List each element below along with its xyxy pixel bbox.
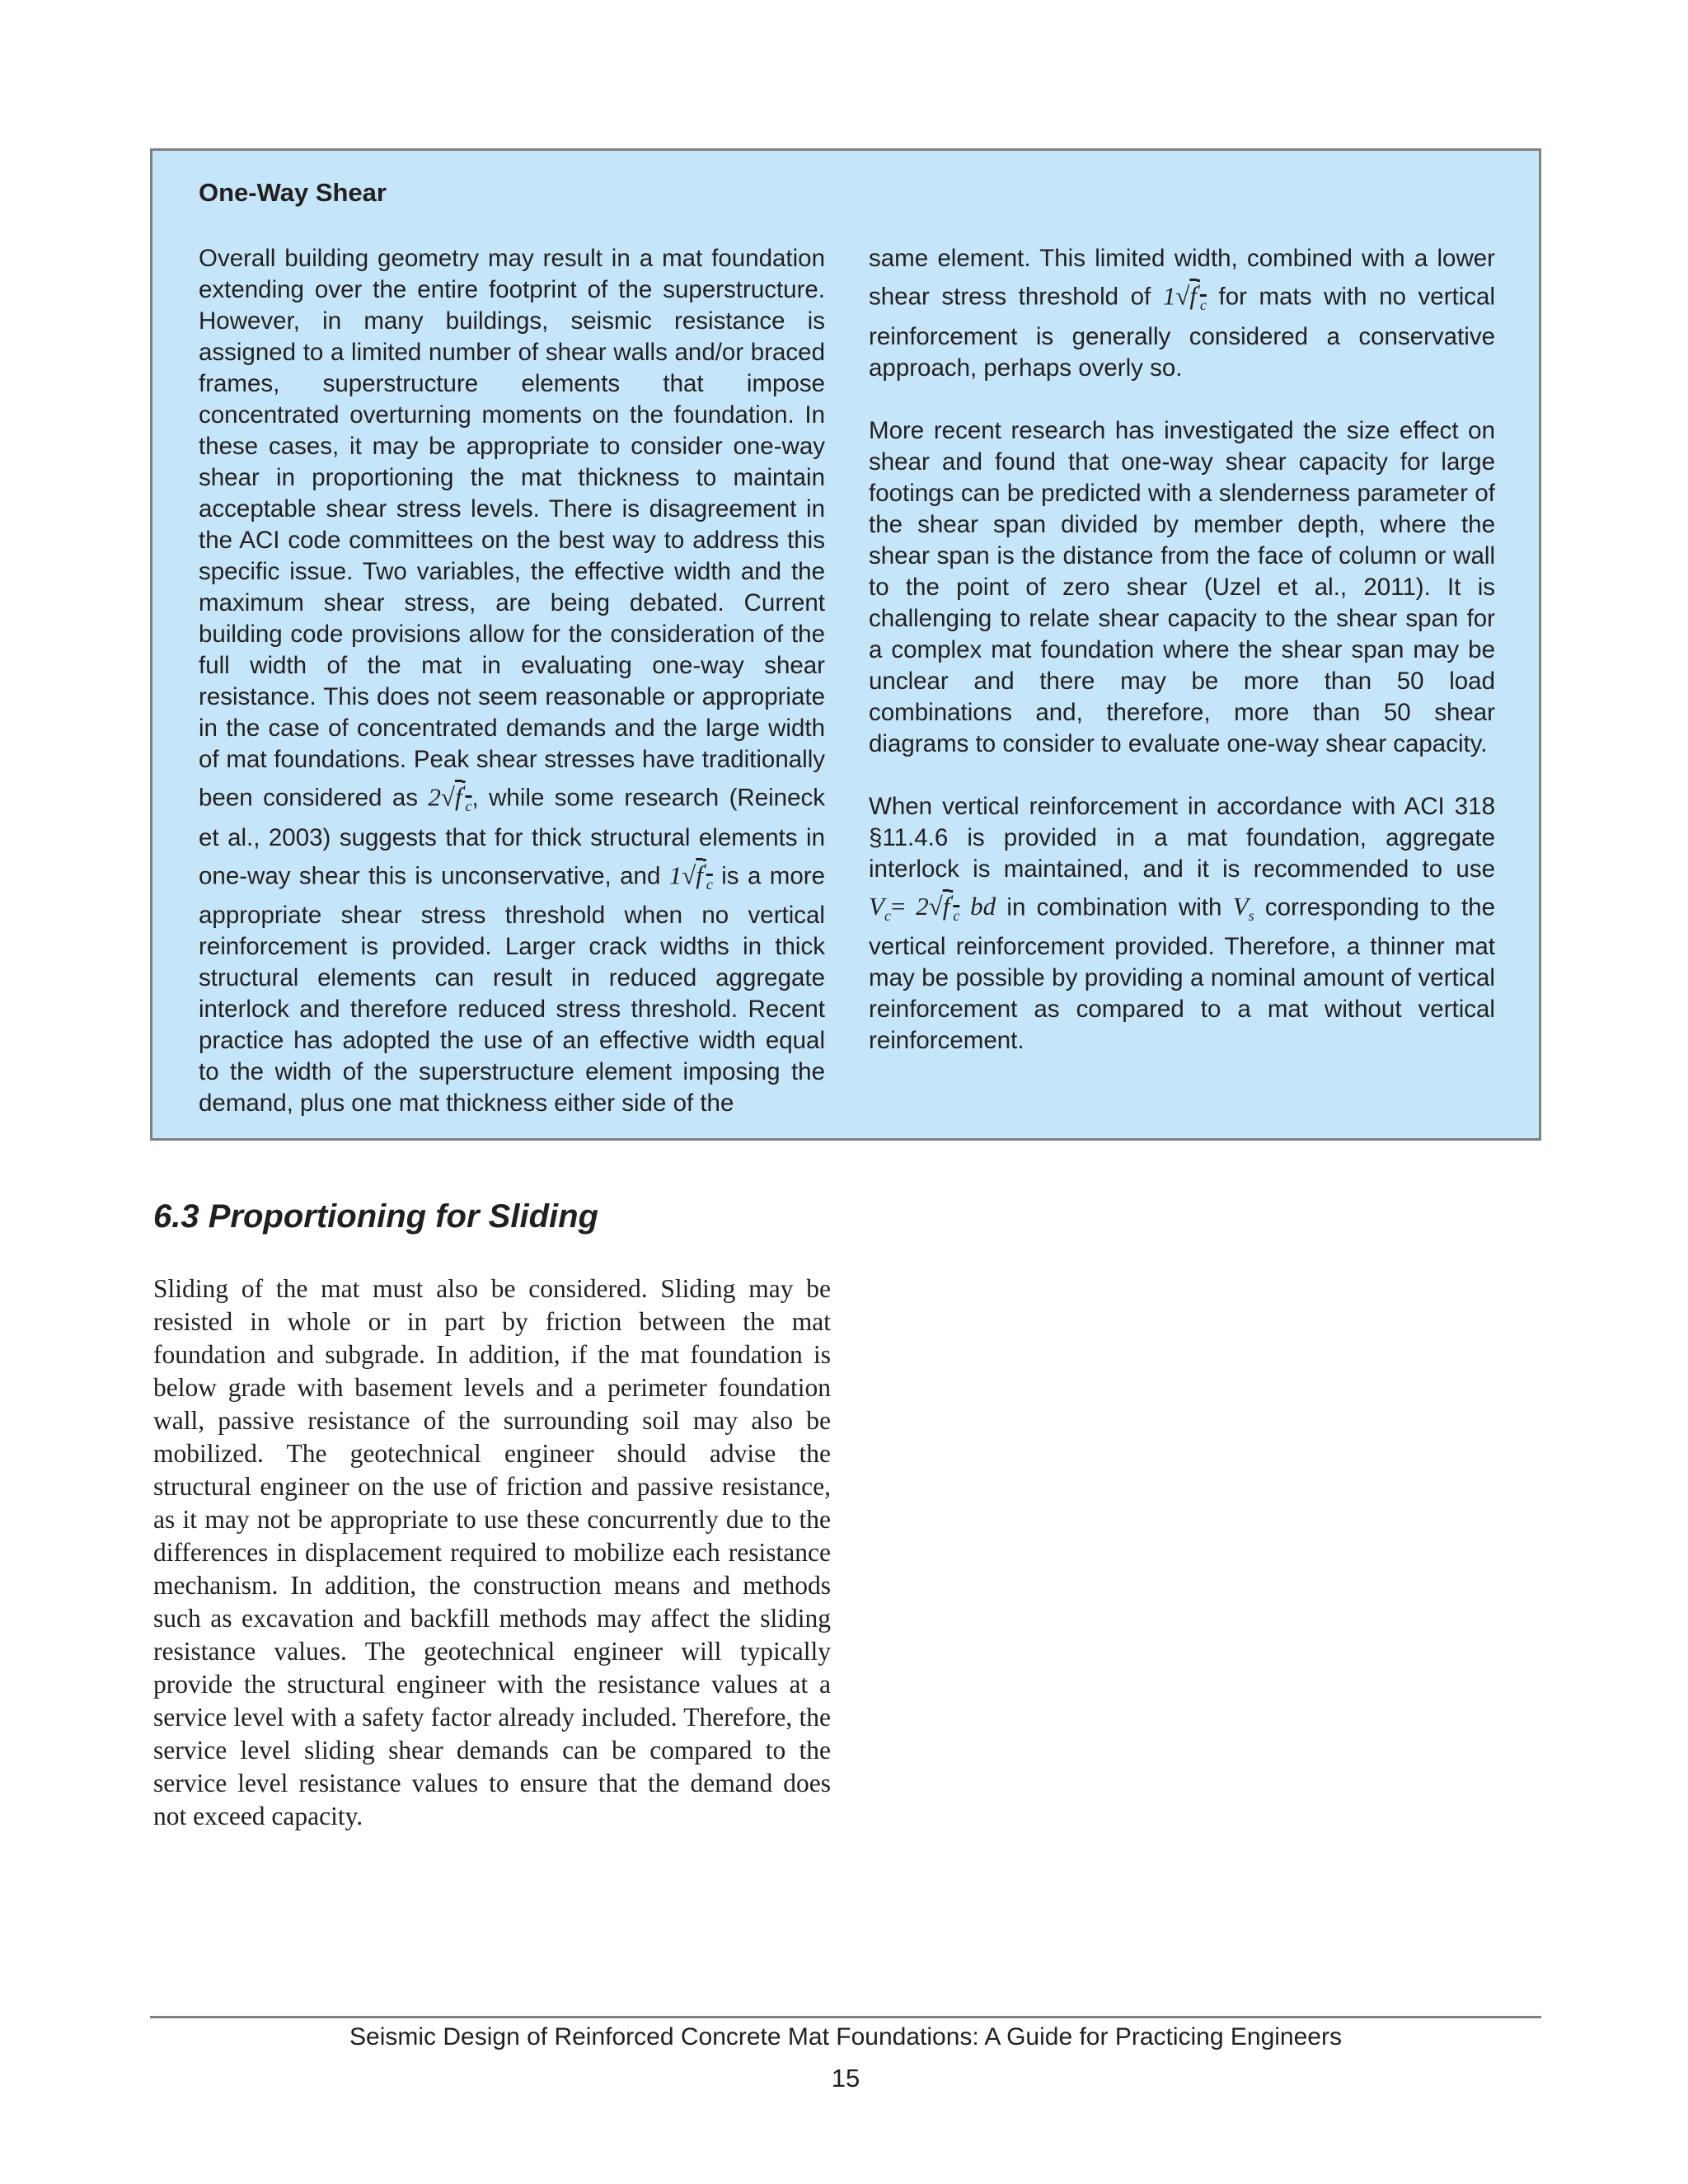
math-one-root-fc: $1√f'_c$ bbox=[668, 860, 713, 893]
math-vs: $V_s$ bbox=[1232, 891, 1254, 925]
math-one-root-fc: $1√f'_c$ bbox=[1162, 281, 1207, 314]
sidebar-paragraph: More recent research has investigated the size effect on shear and found that one-way shear capacity for large footings can be predicted with a slenderness parameter of the shear span divided by member depth, where the shear span is the distance from the face of column or wall to the point of zero shear (Uzel et al., 2011). It is challenging to relate shear capacity to the shear span for a complex mat foundation where the shear span may be unclear and there may be more than 50 load combinations and, therefore, more than 50 shear diagrams to consider to evaluate one-way shear capacity. bbox=[869, 416, 1495, 757]
sidebar-paragraph bbox=[869, 243, 1495, 384]
sidebar-column-left bbox=[199, 243, 825, 1119]
text-run: same element. This limited width, combined with a lower shear stress threshold of bbox=[869, 245, 1495, 311]
sidebar-column-right bbox=[869, 243, 1495, 1057]
text-run: in combination with bbox=[1006, 893, 1222, 921]
one-way-shear-sidebar bbox=[150, 148, 1541, 1141]
text-run: is a more appropriate shear stress threshold when no vertical reinforcement is provided. Larger crack widths in thick structural elements can result in reduced aggregate interlock and therefore reduced stress threshold. Recent practice has adopted the use of an effective width equal to the width of the superstructure element imposing the demand, plus one mat thickness either side of the bbox=[199, 861, 825, 1118]
text-run: When vertical reinforcement in accordance with ACI 318 §11.4.6 is provided in a mat foundation, aggregate interlock is maintained, and it is recommended to use bbox=[869, 792, 1495, 883]
math-two-root-fc: $2√f'_c$ bbox=[428, 782, 472, 815]
footer-divider bbox=[150, 2016, 1541, 2018]
footer-document-title: Seismic Design of Reinforced Concrete Mat Foundations: A Guide for Practicing Engineers bbox=[349, 2023, 1342, 2050]
page-number: 15 bbox=[831, 2064, 860, 2093]
sidebar-paragraph bbox=[869, 791, 1495, 1057]
section-heading: 6.3 Proportioning for Sliding bbox=[153, 1198, 598, 1235]
sidebar-title: One-Way Shear bbox=[199, 178, 387, 207]
text-run: , while some research (Reineck et al., 2003) suggests that for thick structural elements in one-way shear this is unconservative, and bbox=[199, 784, 825, 889]
sidebar-paragraph bbox=[199, 243, 825, 1119]
math-vc-equation: $V_c= 2√f'_c$ bd bbox=[869, 891, 996, 925]
section-body-paragraph: Sliding of the mat must also be considered. Sliding may be resisted in whole or in part by friction between the mat foundation and subgrade. In addition, if the mat foundation is below grade with basement levels and a perimeter foundation wall, passive resistance of the surrounding soil may also be mobilized. The geotechnical engineer should advise the structural engineer on the use of friction and passive resistance, as it may not be appropriate to use these concurrently due to the differences in displacement required to mobilize each resistance mechanism. In addition, the construction means and methods such as excavation and backfill methods may affect the sliding resistance values. The geotechnical engineer will typically provide the structural engineer with the resistance values at a service level with a safety factor already included. Therefore, the service level sliding shear demands can be compared to the service level resistance values to ensure that the demand does not exceed capacity. bbox=[153, 1274, 831, 1830]
text-run: for mats with no vertical reinforcement is generally considered a conservative approach, perhaps overly so. bbox=[869, 283, 1495, 382]
text-run: Overall building geometry may result in a mat foundation extending over the entire footprint of the superstructure. However, in many buildings, seismic resistance is assigned to a limited number of shear walls and/or braced frames, superstructure elements that impose concentrated overturning moments on the foundation. In these cases, it may be appropriate to consider one-way shear in proportioning the mat thickness to maintain acceptable shear stress levels. There is disagreement in the ACI code committees on the best way to address this specific issue. Two variables, the effective width and the maximum shear stress, are being debated. Current building code provisions allow for the consideration of the full width of the mat in evaluating one-way shear resistance. This does not seem reasonable or appropriate in the case of concentrated demands and the large width of mat foundations. Peak shear stresses have traditionally been considered as bbox=[199, 245, 825, 812]
text-run: corresponding to the vertical reinforcement provided. Therefore, a thinner mat may be possible by providing a nominal amount of vertical reinforcement as compared to a mat without vertical reinforcement. bbox=[869, 893, 1495, 1055]
